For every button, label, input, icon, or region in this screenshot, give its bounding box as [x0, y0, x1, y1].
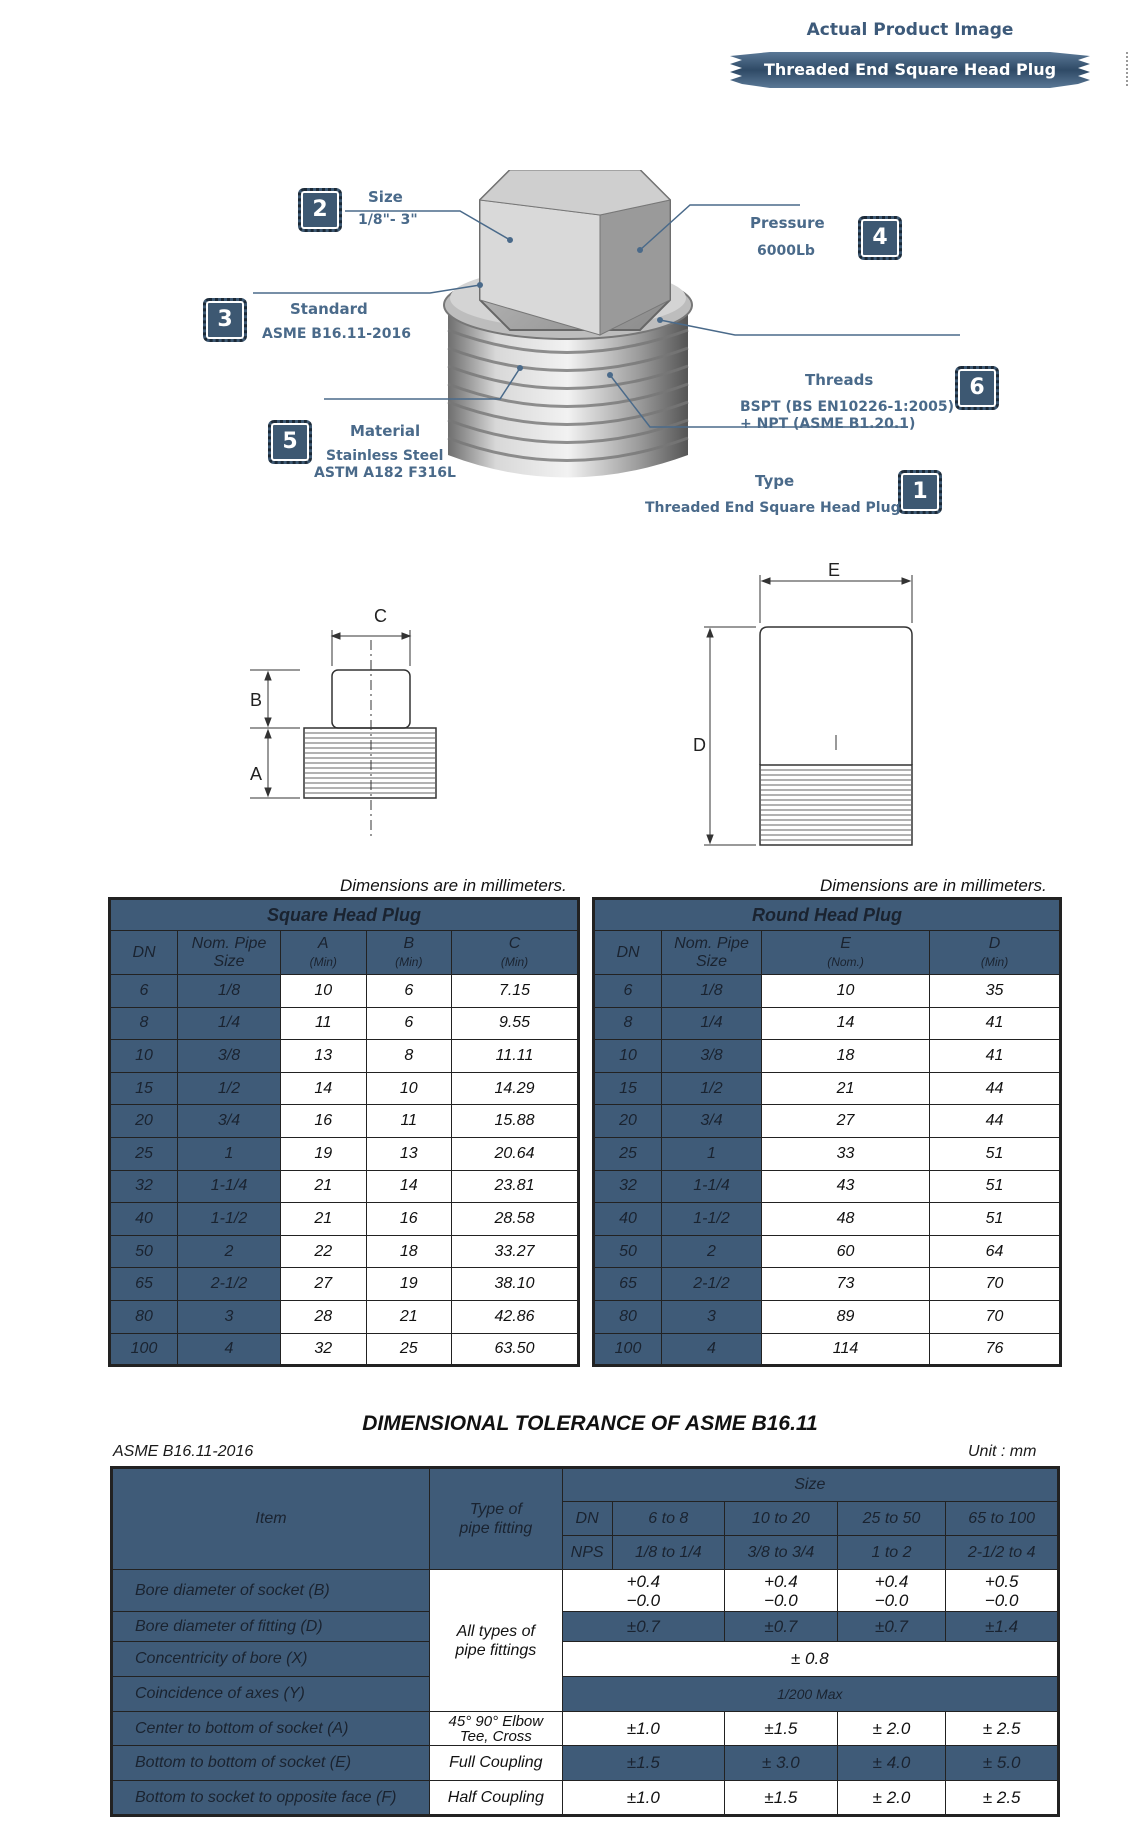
- table-row: [110, 975, 579, 1008]
- callout-standard-title: Standard: [290, 300, 368, 318]
- table-cell: 33.27: [452, 1235, 579, 1268]
- tol-value: +0.4 −0.0: [562, 1570, 724, 1612]
- table-cell: 51: [930, 1137, 1061, 1170]
- table-cell: 1-1/4: [662, 1170, 762, 1203]
- table-cell: 3: [662, 1300, 762, 1333]
- table-cell: 10: [281, 975, 367, 1008]
- tolerance-title: DIMENSIONAL TOLERANCE OF ASME B16.11: [362, 1412, 818, 1435]
- table-row: [110, 1137, 579, 1170]
- tol-value: ± 0.8: [562, 1642, 1058, 1677]
- table-cell: 42.86: [452, 1300, 579, 1333]
- table-row: [594, 1105, 1061, 1138]
- table-cell: 14.29: [452, 1072, 579, 1105]
- round-col-e: E (Nom.): [762, 931, 930, 975]
- table-cell: 7.15: [452, 975, 579, 1008]
- table-row: [110, 1300, 579, 1333]
- callout-type-title: Type: [755, 472, 795, 490]
- callout-badge-standard: 3: [203, 298, 247, 342]
- table-row: [594, 1137, 1061, 1170]
- callout-standard-value: ASME B16.11-2016: [262, 326, 412, 342]
- square-head-table: [108, 897, 580, 1367]
- table-row: [110, 1040, 579, 1073]
- table-cell: 6: [366, 975, 452, 1008]
- tol-value: +0.4 −0.0: [837, 1570, 946, 1612]
- table-cell: 3: [178, 1300, 281, 1333]
- table-row: [594, 1235, 1061, 1268]
- square-col-a: A (Min): [281, 931, 367, 975]
- table-cell: 41: [930, 1007, 1061, 1040]
- square-head-drawing: [240, 600, 480, 840]
- table-row: [110, 1105, 579, 1138]
- product-illustration: [0, 170, 1140, 550]
- table-cell: 1/8: [662, 975, 762, 1008]
- table-row: [594, 1203, 1061, 1236]
- table-cell: 21: [366, 1300, 452, 1333]
- tol-row-item: Coincidence of axes (Y): [112, 1677, 430, 1712]
- table-cell: 23.81: [452, 1170, 579, 1203]
- tol-dn-1: 10 to 20: [725, 1502, 838, 1536]
- tol-dn-0: 6 to 8: [612, 1502, 725, 1536]
- tol-value: ±1.5: [725, 1712, 838, 1746]
- tol-value: ± 3.0: [725, 1746, 838, 1781]
- callout-pressure-title: Pressure: [750, 214, 825, 232]
- table-row: [594, 1333, 1061, 1366]
- tolerance-unit: Unit : mm: [968, 1443, 1037, 1460]
- tol-value: ±1.4: [946, 1612, 1059, 1642]
- table-row: [110, 1007, 579, 1040]
- tol-dn-label: DN: [562, 1502, 612, 1536]
- table-cell: 44: [930, 1072, 1061, 1105]
- tol-value: ± 4.0: [837, 1746, 946, 1781]
- tol-nps-3: 2-1/2 to 4: [946, 1536, 1059, 1570]
- tol-value: ± 2.5: [946, 1712, 1059, 1746]
- round-col-dn: DN: [594, 931, 662, 975]
- table-cell: 33: [762, 1137, 930, 1170]
- table-cell: 8: [110, 1007, 178, 1040]
- tol-row-item: Concentricity of bore (X): [112, 1642, 430, 1677]
- table-cell: 21: [281, 1203, 367, 1236]
- square-col-nps: Nom. Pipe Size: [178, 931, 281, 975]
- table-cell: 4: [662, 1333, 762, 1366]
- table-cell: 76: [930, 1333, 1061, 1366]
- table-cell: 28: [281, 1300, 367, 1333]
- table-cell: 51: [930, 1203, 1061, 1236]
- table-cell: 1/2: [662, 1072, 762, 1105]
- table-cell: 8: [366, 1040, 452, 1073]
- table-cell: 27: [762, 1105, 930, 1138]
- round-col-nps: Nom. Pipe Size: [662, 931, 762, 975]
- round-head-drawing: [690, 565, 930, 865]
- tol-dn-3: 65 to 100: [946, 1502, 1059, 1536]
- tol-nps-2: 1 to 2: [837, 1536, 946, 1570]
- tol-row-item: Bottom to socket to opposite face (F): [112, 1781, 430, 1816]
- table-cell: 32: [281, 1333, 367, 1366]
- table-cell: 25: [110, 1137, 178, 1170]
- table-cell: 9.55: [452, 1007, 579, 1040]
- table-cell: 6: [594, 975, 662, 1008]
- callout-size-title: Size: [368, 188, 403, 206]
- table-cell: 41: [930, 1040, 1061, 1073]
- square-table-note: Dimensions are in millimeters.: [340, 876, 567, 895]
- dim-label-d: D: [693, 735, 706, 755]
- table-cell: 3/4: [178, 1105, 281, 1138]
- table-cell: 114: [762, 1333, 930, 1366]
- table-cell: 48: [762, 1203, 930, 1236]
- callout-badge-type: 1: [898, 470, 942, 514]
- tol-value: ± 2.0: [837, 1781, 946, 1816]
- round-head-table: [592, 897, 1062, 1367]
- callout-badge-threads: 6: [955, 366, 999, 410]
- table-cell: 2: [178, 1235, 281, 1268]
- round-table-caption: Round Head Plug: [594, 899, 1061, 931]
- callout-badge-material: 5: [268, 420, 312, 464]
- table-cell: 1/8: [178, 975, 281, 1008]
- table-cell: 40: [594, 1203, 662, 1236]
- table-cell: 2: [662, 1235, 762, 1268]
- square-table-caption: Square Head Plug: [110, 899, 579, 931]
- table-cell: 51: [930, 1170, 1061, 1203]
- table-row: [110, 1268, 579, 1301]
- table-cell: 100: [594, 1333, 662, 1366]
- table-cell: 11: [366, 1105, 452, 1138]
- callout-badge-pressure: 4: [858, 216, 902, 260]
- table-cell: 28.58: [452, 1203, 579, 1236]
- tol-value: ± 5.0: [946, 1746, 1059, 1781]
- table-cell: 18: [366, 1235, 452, 1268]
- tol-row-item: Bottom to bottom of socket (E): [112, 1746, 430, 1781]
- table-row: [110, 1235, 579, 1268]
- callout-badge-size: 2: [298, 188, 342, 232]
- dim-label-b: B: [250, 690, 263, 710]
- table-cell: 13: [366, 1137, 452, 1170]
- table-cell: 22: [281, 1235, 367, 1268]
- tol-value: 1/200 Max: [562, 1677, 1058, 1712]
- table-cell: 15: [594, 1072, 662, 1105]
- table-cell: 50: [594, 1235, 662, 1268]
- table-cell: 25: [594, 1137, 662, 1170]
- tol-all-types: All types of pipe fittings: [429, 1570, 562, 1712]
- table-cell: 16: [281, 1105, 367, 1138]
- tol-value: ±1.5: [562, 1746, 724, 1781]
- table-cell: 70: [930, 1268, 1061, 1301]
- table-row: [110, 1203, 579, 1236]
- tol-type-header: Type of pipe fitting: [429, 1468, 562, 1570]
- tol-row-item: Bore diameter of socket (B): [112, 1570, 430, 1612]
- tol-type: 45° 90° Elbow Tee, Cross: [429, 1712, 562, 1746]
- table-cell: 63.50: [452, 1333, 579, 1366]
- table-cell: 70: [930, 1300, 1061, 1333]
- table-cell: 6: [366, 1007, 452, 1040]
- table-cell: 19: [281, 1137, 367, 1170]
- callout-type-value: Threaded End Square Head Plug: [645, 500, 901, 516]
- dim-label-a: A: [250, 764, 263, 784]
- table-cell: 10: [366, 1072, 452, 1105]
- table-cell: 64: [930, 1235, 1061, 1268]
- table-row: [594, 1072, 1061, 1105]
- round-table-note: Dimensions are in millimeters.: [820, 876, 1047, 895]
- table-cell: 1/4: [178, 1007, 281, 1040]
- table-cell: 80: [110, 1300, 178, 1333]
- tolerance-table: [110, 1466, 1060, 1817]
- square-col-b: B (Min): [366, 931, 452, 975]
- tolerance-standard: ASME B16.11-2016: [113, 1443, 254, 1460]
- table-cell: 11: [281, 1007, 367, 1040]
- tol-nps-label: NPS: [562, 1536, 612, 1570]
- tol-value: ±0.7: [725, 1612, 838, 1642]
- table-cell: 11.11: [452, 1040, 579, 1073]
- table-cell: 32: [110, 1170, 178, 1203]
- callout-material-value-1: Stainless Steel: [326, 448, 444, 464]
- tol-nps-0: 1/8 to 1/4: [612, 1536, 725, 1570]
- table-cell: 14: [366, 1170, 452, 1203]
- square-col-c: C (Min): [452, 931, 579, 975]
- callout-threads-title: Threads: [805, 371, 874, 389]
- tol-type: Full Coupling: [429, 1746, 562, 1781]
- tol-value: ±1.0: [562, 1712, 724, 1746]
- square-col-dn: DN: [110, 931, 178, 975]
- table-cell: 16: [366, 1203, 452, 1236]
- tol-row-item: Center to bottom of socket (A): [112, 1712, 430, 1746]
- tol-value: ±1.0: [562, 1781, 724, 1816]
- table-cell: 65: [110, 1268, 178, 1301]
- table-cell: 15.88: [452, 1105, 579, 1138]
- table-row: [110, 1072, 579, 1105]
- table-cell: 1: [178, 1137, 281, 1170]
- banner-title: Threaded End Square Head Plug: [763, 60, 1057, 79]
- table-cell: 10: [762, 975, 930, 1008]
- tol-size-header: Size: [562, 1468, 1058, 1502]
- table-cell: 18: [762, 1040, 930, 1073]
- table-cell: 2-1/2: [178, 1268, 281, 1301]
- callout-threads-value-1: BSPT (BS EN10226-1:2005): [740, 399, 954, 415]
- table-cell: 1/4: [662, 1007, 762, 1040]
- table-cell: 1-1/2: [178, 1203, 281, 1236]
- table-cell: 21: [762, 1072, 930, 1105]
- tol-value: ±0.7: [837, 1612, 946, 1642]
- table-cell: 65: [594, 1268, 662, 1301]
- table-cell: 3/8: [178, 1040, 281, 1073]
- table-cell: 3/4: [662, 1105, 762, 1138]
- tol-value: ± 2.0: [837, 1712, 946, 1746]
- table-cell: 43: [762, 1170, 930, 1203]
- table-cell: 32: [594, 1170, 662, 1203]
- table-cell: 15: [110, 1072, 178, 1105]
- table-cell: 14: [281, 1072, 367, 1105]
- table-cell: 25: [366, 1333, 452, 1366]
- table-row: [594, 975, 1061, 1008]
- table-cell: 50: [110, 1235, 178, 1268]
- table-row: [110, 1170, 579, 1203]
- table-cell: 20.64: [452, 1137, 579, 1170]
- round-col-d: D (Min): [930, 931, 1061, 975]
- tol-value: ±1.5: [725, 1781, 838, 1816]
- table-cell: 3/8: [662, 1040, 762, 1073]
- tol-row-item: Bore diameter of fitting (D): [112, 1612, 430, 1642]
- edge-marker: [1126, 52, 1130, 86]
- tol-value: ± 2.5: [946, 1781, 1059, 1816]
- table-cell: 6: [110, 975, 178, 1008]
- tol-nps-1: 3/8 to 3/4: [725, 1536, 838, 1570]
- table-row: [594, 1268, 1061, 1301]
- table-cell: 44: [930, 1105, 1061, 1138]
- table-row: [594, 1170, 1061, 1203]
- table-cell: 27: [281, 1268, 367, 1301]
- callout-size-value: 1/8"- 3": [358, 212, 418, 228]
- table-cell: 35: [930, 975, 1061, 1008]
- table-cell: 38.10: [452, 1268, 579, 1301]
- table-row: [110, 1333, 579, 1366]
- table-cell: 4: [178, 1333, 281, 1366]
- tol-value: +0.4 −0.0: [725, 1570, 838, 1612]
- table-cell: 20: [594, 1105, 662, 1138]
- callout-pressure-value: 6000Lb: [757, 243, 815, 259]
- callout-threads-value-2: + NPT (ASME B1.20.1): [740, 416, 916, 432]
- tol-type: Half Coupling: [429, 1781, 562, 1816]
- table-cell: 73: [762, 1268, 930, 1301]
- table-cell: 89: [762, 1300, 930, 1333]
- dim-label-c: C: [374, 606, 387, 626]
- table-cell: 13: [281, 1040, 367, 1073]
- table-cell: 1: [662, 1137, 762, 1170]
- table-cell: 1-1/2: [662, 1203, 762, 1236]
- table-row: [594, 1007, 1061, 1040]
- table-cell: 10: [110, 1040, 178, 1073]
- table-cell: 40: [110, 1203, 178, 1236]
- tol-item-header: Item: [112, 1468, 430, 1570]
- tol-dn-2: 25 to 50: [837, 1502, 946, 1536]
- table-cell: 1-1/4: [178, 1170, 281, 1203]
- table-row: [594, 1300, 1061, 1333]
- dim-label-e: E: [828, 560, 841, 580]
- table-cell: 10: [594, 1040, 662, 1073]
- callout-material-value-2: ASTM A182 F316L: [314, 465, 456, 481]
- callout-material-title: Material: [350, 422, 421, 440]
- table-cell: 8: [594, 1007, 662, 1040]
- table-cell: 14: [762, 1007, 930, 1040]
- table-cell: 20: [110, 1105, 178, 1138]
- table-cell: 21: [281, 1170, 367, 1203]
- tol-value: +0.5 −0.0: [946, 1570, 1059, 1612]
- table-row: [594, 1040, 1061, 1073]
- header-title: Actual Product Image: [806, 20, 1014, 40]
- table-cell: 19: [366, 1268, 452, 1301]
- table-cell: 80: [594, 1300, 662, 1333]
- table-cell: 1/2: [178, 1072, 281, 1105]
- table-cell: 2-1/2: [662, 1268, 762, 1301]
- table-cell: 60: [762, 1235, 930, 1268]
- tol-value: ±0.7: [562, 1612, 724, 1642]
- table-cell: 100: [110, 1333, 178, 1366]
